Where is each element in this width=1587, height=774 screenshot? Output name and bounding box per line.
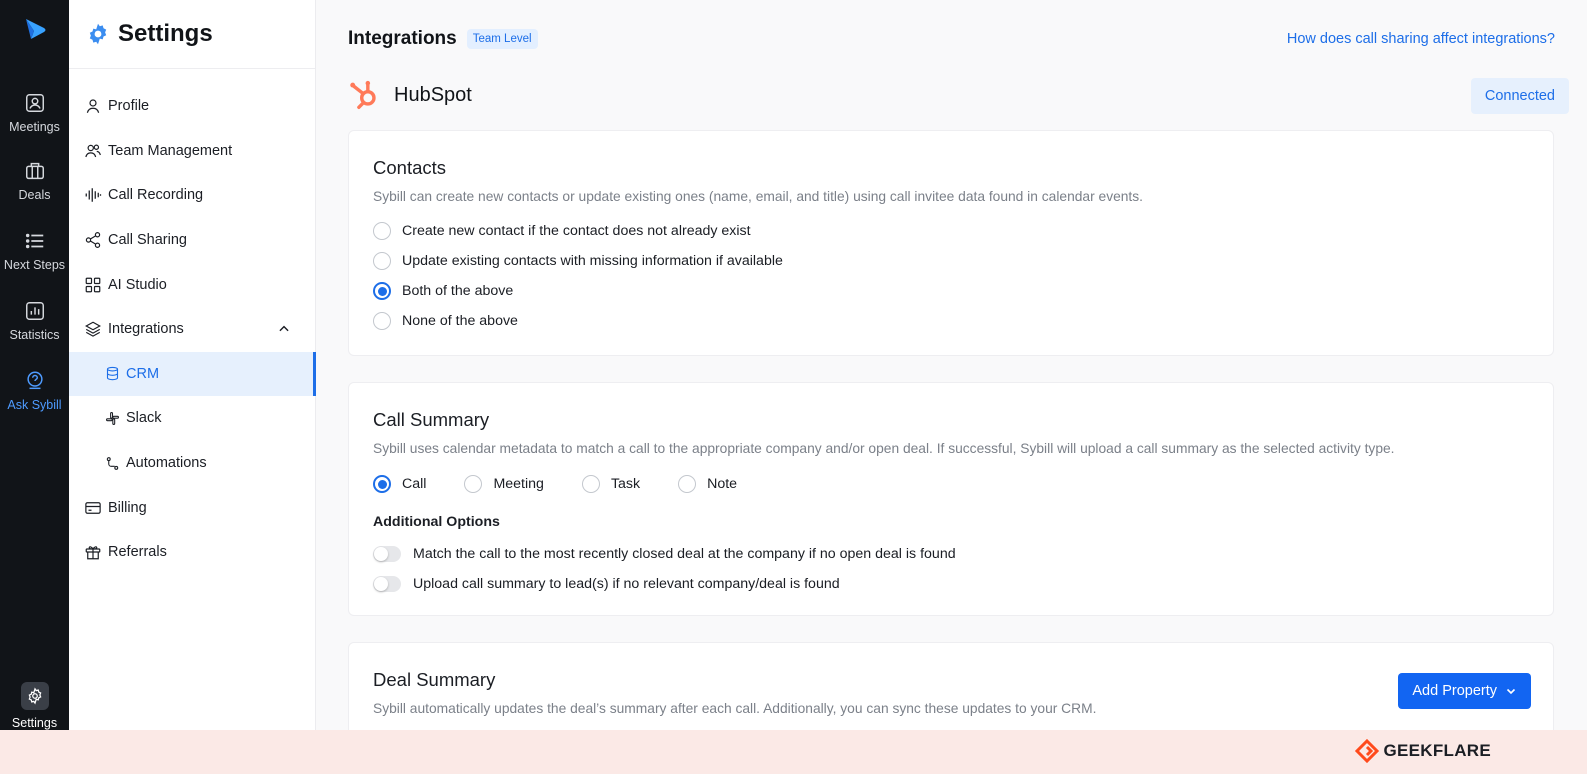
rail-item-label: Deals: [18, 188, 51, 202]
sybill-logo-icon[interactable]: [19, 14, 51, 46]
deals-icon: [24, 160, 46, 182]
rail-item-label: Meetings: [9, 120, 60, 134]
sidebar-item-label: Integrations: [108, 321, 184, 338]
toggle-row-closed-deal: [373, 546, 1529, 562]
call-summary-card: [348, 382, 1554, 616]
contacts-description: Sybill can create new contacts or update existing ones (name, email, and title) using call invitee data found in calendar events.: [373, 189, 1143, 204]
connection-status-button[interactable]: Connected: [1471, 78, 1569, 114]
layers-icon: [84, 320, 102, 338]
rail-item-next-steps[interactable]: [0, 230, 69, 272]
radio-label: Update existing contacts with missing information if available: [402, 253, 783, 269]
radio-button-selected[interactable]: [373, 475, 391, 493]
share-icon: [84, 231, 102, 249]
radio-button[interactable]: [678, 475, 696, 493]
radio-button[interactable]: [373, 252, 391, 270]
sidebar-item-label: Automations: [126, 455, 207, 472]
radio-button[interactable]: [373, 312, 391, 330]
contacts-card: [348, 130, 1554, 356]
additional-options-title: Additional Options: [373, 514, 500, 530]
gift-icon: [84, 543, 102, 561]
rail-item-meetings[interactable]: [0, 92, 69, 134]
activity-option-meeting[interactable]: [464, 475, 543, 493]
geekflare-mark-icon: [1355, 739, 1379, 763]
sidebar-item-label: Referrals: [108, 544, 167, 561]
radio-button[interactable]: [582, 475, 600, 493]
radio-button-selected[interactable]: [373, 282, 391, 300]
activity-option-task[interactable]: [582, 475, 640, 493]
settings-icon-box: [21, 682, 49, 710]
sidebar-item-integrations[interactable]: [69, 307, 315, 352]
statistics-icon: [24, 300, 46, 322]
call-sharing-help-link[interactable]: How does call sharing affect integrations?: [1286, 31, 1555, 47]
sidebar-item-label: Call Sharing: [108, 232, 187, 249]
automation-icon: [105, 456, 120, 471]
deal-summary-title: Deal Summary: [373, 669, 496, 690]
sidebar-item-billing[interactable]: [69, 485, 315, 530]
rail-item-statistics[interactable]: [0, 300, 69, 342]
database-icon: [105, 366, 120, 381]
provider-header: [348, 78, 472, 112]
toggle-row-upload-leads: [373, 576, 1529, 592]
sidebar-item-label: AI Studio: [108, 276, 167, 293]
sidebar-item-label: Slack: [126, 410, 162, 427]
activity-type-radio-group: [373, 472, 1529, 496]
sidebar-item-label: Call Recording: [108, 187, 204, 204]
contacts-option-create[interactable]: [373, 216, 1529, 246]
gear-icon: [26, 687, 44, 705]
radio-label: Call: [402, 476, 427, 492]
app-rail: [0, 0, 69, 740]
contacts-title: Contacts: [373, 157, 447, 178]
watermark-text: GEEKFLARE: [1383, 741, 1491, 760]
user-icon: [84, 97, 102, 115]
sidebar-item-label: Team Management: [108, 142, 233, 159]
add-property-button[interactable]: [1398, 673, 1531, 709]
rail-item-settings[interactable]: [0, 682, 69, 730]
watermark-bar: [0, 730, 1587, 774]
team-icon: [84, 142, 102, 160]
sidebar-item-team-management[interactable]: [69, 129, 315, 174]
sidebar-header: [69, 0, 315, 69]
hubspot-logo-icon: [348, 78, 382, 112]
sidebar-list: [69, 69, 315, 575]
rail-item-label: Next Steps: [3, 258, 66, 272]
radio-label: None of the above: [402, 313, 518, 329]
rail-settings-label: Settings: [11, 716, 58, 730]
chevron-up-icon[interactable]: [277, 322, 291, 336]
radio-label: Task: [610, 476, 641, 492]
call-summary-title: Call Summary: [373, 409, 490, 430]
contacts-option-none[interactable]: [373, 306, 1529, 336]
radio-button[interactable]: [464, 475, 482, 493]
contacts-option-both[interactable]: [373, 276, 1529, 306]
sidebar-item-profile[interactable]: [69, 84, 315, 129]
settings-sidebar: [69, 0, 316, 740]
radio-button[interactable]: [373, 222, 391, 240]
sidebar-item-call-recording[interactable]: [69, 173, 315, 218]
sidebar-item-call-sharing[interactable]: [69, 218, 315, 263]
waveform-icon: [84, 186, 102, 204]
sidebar-item-label: Profile: [108, 98, 150, 115]
provider-name: HubSpot: [394, 83, 472, 106]
radio-label: Both of the above: [402, 283, 514, 299]
page-header: [348, 28, 538, 50]
settings-gear-icon: [86, 22, 110, 46]
sidebar-item-slack[interactable]: [69, 396, 315, 441]
sidebar-item-crm[interactable]: [69, 352, 315, 397]
sidebar-item-label: Billing: [108, 499, 147, 516]
ask-sybill-icon: [24, 370, 46, 392]
rail-item-label: Ask Sybill: [7, 398, 62, 412]
activity-option-note[interactable]: [678, 475, 737, 493]
slack-icon: [105, 411, 120, 426]
credit-card-icon: [84, 499, 102, 517]
toggle-label: Match the call to the most recently closed deal at the company if no open deal is found: [413, 546, 956, 562]
radio-label: Note: [707, 476, 738, 492]
rail-item-deals[interactable]: [0, 160, 69, 202]
sidebar-item-automations[interactable]: [69, 441, 315, 486]
meetings-icon: [24, 92, 46, 114]
main-content: [316, 0, 1587, 740]
rail-item-ask-sybill[interactable]: [0, 370, 69, 412]
sidebar-item-ai-studio[interactable]: [69, 262, 315, 307]
sidebar-item-referrals[interactable]: [69, 530, 315, 575]
add-property-label: Add Property: [1412, 683, 1497, 699]
contacts-radio-group: [373, 216, 1529, 336]
geekflare-logo: [1355, 739, 1491, 763]
list-icon: [24, 230, 46, 252]
sidebar-title: Settings: [118, 20, 213, 47]
contacts-option-update[interactable]: [373, 246, 1529, 276]
call-summary-description: Sybill uses calendar metadata to match a call to the appropriate company and/or open deal. If successful, Sybill will upload a call summary as the selected activity type.: [373, 441, 1395, 456]
chevron-down-icon: [1505, 685, 1517, 697]
grid-icon: [84, 276, 102, 294]
team-level-badge: Team Level: [467, 29, 538, 49]
page-title: Integrations: [348, 28, 457, 49]
closed-deal-toggle[interactable]: [373, 546, 401, 562]
deal-summary-description: Sybill automatically updates the deal’s summary after each call. Additionally, you can sync these updates to your CRM.: [373, 701, 1097, 716]
radio-label: Meeting: [493, 476, 544, 492]
upload-leads-toggle[interactable]: [373, 576, 401, 592]
rail-item-label: Statistics: [9, 328, 60, 342]
toggle-label: Upload call summary to lead(s) if no relevant company/deal is found: [413, 576, 840, 592]
activity-option-call[interactable]: [373, 475, 426, 493]
sidebar-item-label: CRM: [126, 365, 160, 382]
radio-label: Create new contact if the contact does not already exist: [402, 223, 751, 239]
